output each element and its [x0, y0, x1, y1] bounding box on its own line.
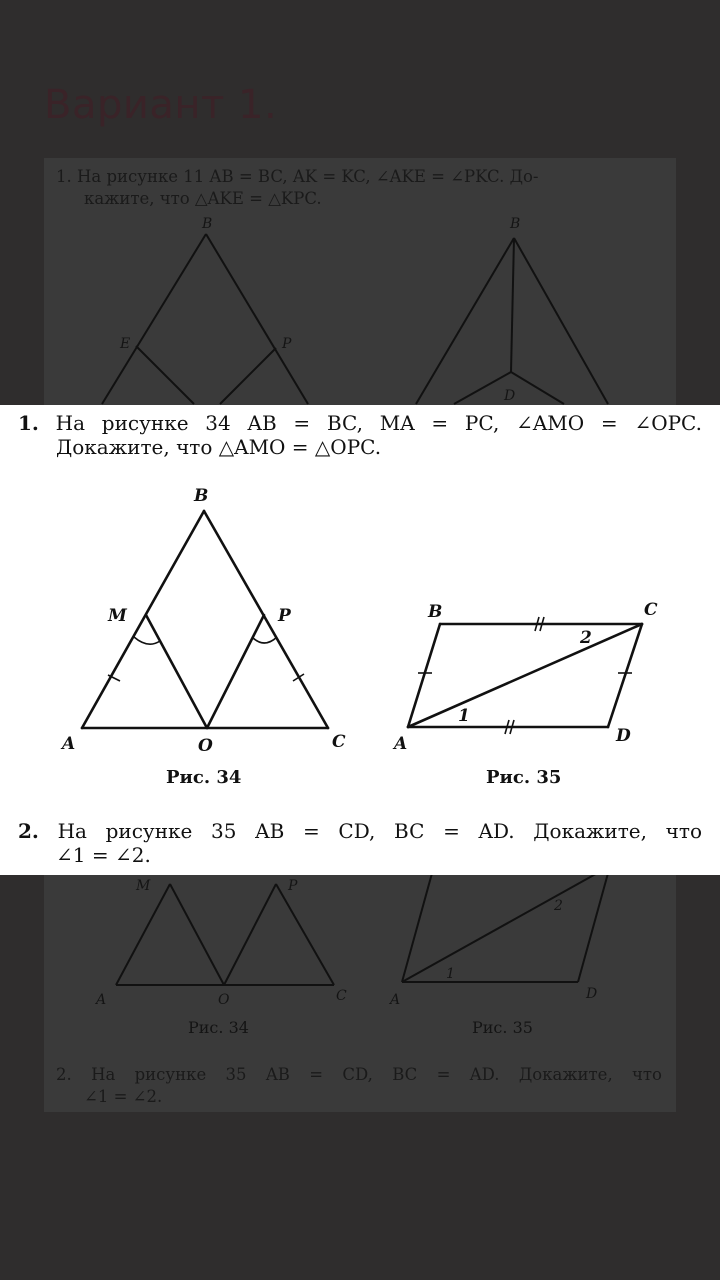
bg-label-O: O	[218, 992, 230, 1008]
background-title: Вариант 1.	[44, 82, 278, 128]
fig35-angle-1: 1	[458, 706, 470, 726]
fig35-label-A: A	[394, 734, 408, 754]
fig34-segment-OP	[207, 615, 264, 728]
bg-label-D1: D	[504, 388, 516, 404]
figure-34	[0, 405, 380, 765]
fig34-label-M: M	[108, 606, 127, 626]
background-caption34: Рис. 34	[188, 1018, 249, 1037]
fig35-label-D: D	[616, 726, 631, 746]
fig34-angle-AMO	[134, 637, 160, 644]
fig35-angle-2: 2	[580, 628, 592, 648]
fig34-label-A: A	[62, 734, 76, 754]
problem-2	[18, 819, 702, 867]
bg-label-B2: B	[510, 216, 521, 232]
bg-label-B1: B	[202, 216, 213, 232]
problem-2-number: 2.	[18, 819, 39, 843]
problem-1-number: 1.	[18, 411, 39, 435]
background-problem1-line2: кажите, что △AKE = △KPC.	[84, 189, 322, 208]
bg-label-M: M	[136, 878, 151, 894]
problem-1-line1: На рисунке 34 AB = BC, MA = PC, ∠AMO = ∠OPC.	[55, 411, 703, 435]
background-problem1-line1: 1. На рисунке 11 AB = BC, AK = KC, ∠AKE = ∠PKC. До-	[56, 167, 539, 186]
bg-label-E: E	[120, 336, 131, 352]
figure-35-caption: Рис. 35	[486, 767, 562, 788]
fig34-angle-OPC	[252, 637, 277, 643]
bg-label-1: 1	[446, 966, 455, 982]
fig34-label-O: O	[198, 736, 213, 756]
fig35-side-CD	[608, 624, 642, 727]
background-problem2-line2: ∠1 = ∠2.	[84, 1087, 163, 1106]
problem-1-line2: Докажите, что △AMO = △OPC.	[56, 435, 382, 459]
problem-overlay	[0, 405, 720, 875]
background-problem2-line1: 2. На рисунке 35 AB = CD, BC = AD. Докажите, что	[56, 1065, 662, 1084]
bg-label-P1: P	[282, 336, 292, 352]
fig34-label-B: B	[194, 486, 209, 506]
fig34-label-C: C	[332, 732, 346, 752]
fig35-label-B: B	[428, 602, 443, 622]
bg-label-P2: P	[288, 878, 298, 894]
background-caption35: Рис. 35	[472, 1018, 533, 1037]
figure-35	[380, 405, 720, 765]
fig34-segment-MO	[146, 615, 207, 728]
fig35-side-AB	[408, 624, 440, 727]
fig34-side-AB	[82, 511, 204, 728]
fig35-diagonal-AC	[408, 624, 642, 727]
fig35-label-C: C	[644, 600, 658, 620]
bg-label-2: 2	[554, 898, 563, 914]
problem-2-line2: ∠1 = ∠2.	[56, 843, 151, 867]
bg-label-D2: D	[586, 986, 598, 1002]
problem-2-line1: На рисунке 35 AB = CD, BC = AD. Докажите, что	[57, 819, 703, 843]
bg-label-A2: A	[390, 992, 401, 1008]
bg-label-C1: C	[336, 988, 347, 1004]
bg-label-A1: A	[96, 992, 107, 1008]
figure-34-caption: Рис. 34	[166, 767, 242, 788]
fig34-label-P: P	[278, 606, 291, 626]
